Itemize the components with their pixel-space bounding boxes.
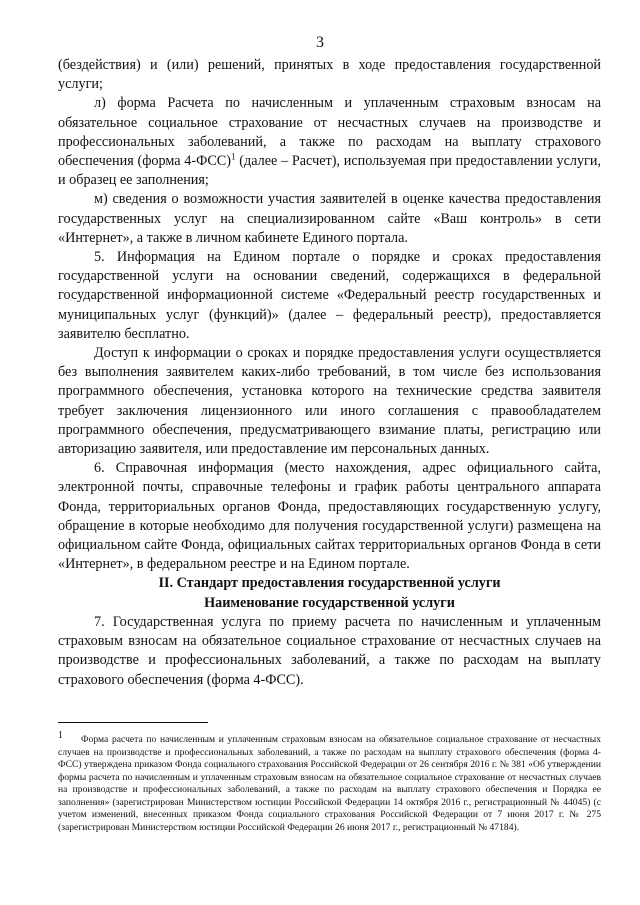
footnote-text: Форма расчета по начисленным и уплаченным страховым взносам на обязательное социальное страхование от несчастных случаев на производстве и профессиональных заболеваний, а также по расходам на выплату страхового обеспечения (форма 4-ФСС) утверждена приказом Фонда социального страхования Российской Федерации от 26 сентября 2016 г. № 381 «Об утверждении формы расчета по начисленным и уплаченным страховым взносам на обязательное социальное страхование от несчастных случаев на производстве и профессиональных заболеваний, а также по расходам на выплату страхового обеспечения и Порядка ее заполнения» (зарегистрирован Министерством юстиции Российской Федерации 14 октября 2016 г., регистрационный № 44045) (с учетом изменений, внесенных приказом Фонда социального страхования Российской Федерации от 7 июня 2017 г. № 275 (зарегистрирован Министерством юстиции Российской Федерации 26 июня 2017 г., регистрационный № 47184). [58,734,601,833]
paragraph-6: 6. Справочная информация (место нахождения, адрес официального сайта, электронной почты, справочные телефоны и график работы центрального аппарата Фонда, территориальных органов Фонда, предоставляющих государственную услугу, обращение в которые необходимо для получения государственной услуги) размещена на официальном сайте Фонда, официальных сайтах территориальных органов Фонда в сети «Интернет», в федеральном реестре и на Едином портале. [58,460,601,573]
paragraph-access: Доступ к информации о сроках и порядке предоставления услуги осуществляется без выполнения заявителем каких-либо требований, в том числе без использования программного обеспечения, установка которого на технические средства заявителя требует заключения лицензионного или иного соглашения с правообладателем программного обеспечения, предусматривающего взимание платы, регистрацию или авторизацию заявителя, или предоставление им персональных данных. [58,345,601,458]
paragraph-item-l [58,94,601,190]
paragraph-7: 7. Государственная услуга по приему расчета по начисленным и уплаченным страховым взносам на обязательное социальное страхование от несчастных случаев на производстве и профессиональных заболеваний, а также по расходам на выплату страхового обеспечения (форма 4-ФСС). [58,613,601,688]
paragraph-item-m: м) сведения о возможности участия заявителей в оценке качества предоставления государственных услуг на специализированном сайте «Ваш контроль» в сети «Интернет», а также в личном кабинете Единого портала. [58,191,601,246]
paragraph-item-l-text: л) форма Расчета по начисленным и уплаченным страховым взносам на обязательное социальное страхование от несчастных случаев на производстве и профессиональных заболеваний, а также по расходам на выплату страхового обеспечения (форма 4-ФСС) [58,95,601,170]
footnote-paragraph [58,729,601,834]
subsection-heading: Наименование государственной услуги [204,594,455,611]
paragraph-5: 5. Информация на Едином портале о порядке и сроках предоставления государственной услуги на основании сведений, содержащихся в федеральной государственной информационной системе «Федеральный реестр государственных и муниципальных услуг (функций)» (далее – федеральный реестр), предоставляется заявителю бесплатно. [58,249,601,342]
section-heading: II. Стандарт предоставления государственной услуги [158,575,501,592]
footnote-reference: 1 [231,151,236,162]
footnote-divider [58,722,208,723]
paragraph-continuation: (бездействия) и (или) решений, принятых в ходе предоставления государственной услуги; [58,57,601,93]
document-body [58,56,601,690]
footnote [58,729,601,834]
paragraph-item-l-tail: (далее – Расчет), используемая при предоставлении услуги, и образец ее заполнения; [58,153,602,189]
page-number: 3 [316,34,324,51]
footnote-mark: 1 [58,729,63,741]
